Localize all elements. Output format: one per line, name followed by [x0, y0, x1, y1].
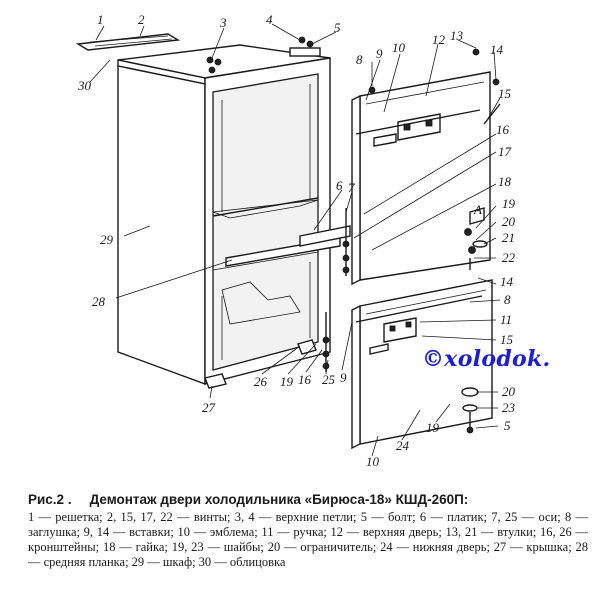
figure-number: Рис.2 .	[28, 492, 72, 507]
label-3: 3	[220, 15, 227, 30]
label-19-mid: 19	[280, 374, 293, 389]
label-11: 11	[500, 312, 513, 327]
label-23: 23	[502, 400, 515, 415]
label-4: 4	[266, 12, 273, 27]
label-20-lower: 20	[502, 384, 515, 399]
label-19: 19	[502, 196, 515, 211]
label-12: 12	[432, 32, 445, 47]
label-25: 25	[322, 372, 335, 387]
label-16: 16	[496, 122, 509, 137]
label-14: 14	[490, 42, 503, 57]
label-15: 15	[498, 86, 511, 101]
label-7: 7	[348, 180, 355, 195]
label-22: 22	[502, 250, 515, 265]
label-13: 13	[450, 28, 463, 43]
label-14-lower: 14	[500, 274, 513, 289]
label-18: 18	[498, 174, 511, 189]
label-21: 21	[502, 230, 515, 245]
label-16-mid: 16	[298, 372, 311, 387]
figure-legend: 1 — решетка; 2, 15, 17, 22 — винты; 3, 4 — верхние петли; 5 — болт; 6 — платик; 7, 25 — оси; 8 — заглушка; 9, 14 — вставки; 10 — эмблема; 11 — ручка; 12 — верхняя дверь; 13, 21 — втулки; 16, 26 — кронштейны; 18 — гайка; 19, 23 — шайбы; 20 — ограничитель; 24 — нижняя дверь; 27 — крышка; 28 — средняя планка; 29 — шкаф; 30 — облицовка	[28, 510, 588, 569]
upper-door	[352, 72, 490, 284]
label-5-lower: 5	[504, 418, 511, 433]
label-A: А	[474, 202, 482, 217]
label-29: 29	[100, 232, 113, 247]
label-28: 28	[92, 294, 105, 309]
label-17: 17	[498, 144, 511, 159]
label-27: 27	[202, 400, 215, 415]
label-5: 5	[334, 20, 341, 35]
label-6: 6	[336, 178, 343, 193]
label-30: 30	[78, 78, 91, 93]
label-9-lower: 9	[340, 370, 347, 385]
label-8: 8	[356, 52, 363, 67]
label-2: 2	[138, 12, 145, 27]
label-15-lower: 15	[500, 332, 513, 347]
figure-caption	[28, 492, 588, 570]
cabinet	[78, 34, 340, 388]
caption-title-line	[28, 492, 588, 507]
label-20: 20	[502, 214, 515, 229]
label-8-lower: 8	[504, 292, 511, 307]
figure-title: Демонтаж двери холодильника «Бирюса-18» КШД-260П:	[89, 492, 469, 507]
label-26: 26	[254, 374, 267, 389]
label-10-lower: 10	[366, 454, 379, 469]
label-19-lower: 19	[426, 420, 439, 435]
label-24: 24	[396, 438, 409, 453]
label-9: 9	[376, 46, 383, 61]
label-10: 10	[392, 40, 405, 55]
label-1: 1	[97, 12, 104, 27]
watermark-logo: ©xolodok.	[422, 346, 551, 372]
